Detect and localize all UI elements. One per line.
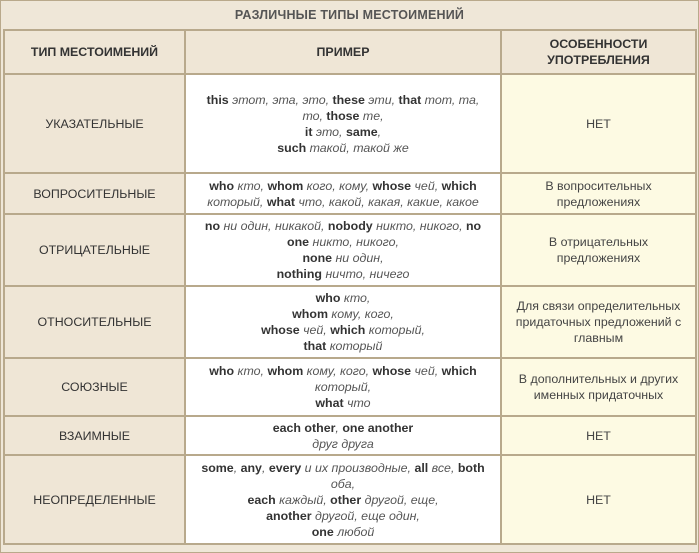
- english-pronoun: whose: [372, 178, 412, 193]
- usage-features-cell: Для связи определительных придаточных предложений с главным: [502, 287, 697, 359]
- english-pronoun: one: [311, 524, 334, 539]
- table-row: [3, 215, 697, 287]
- example-line: [190, 92, 496, 108]
- russian-translation: ни один,: [332, 251, 384, 265]
- table-row: [3, 456, 697, 545]
- english-pronoun: no: [204, 219, 221, 233]
- table-row: [3, 174, 697, 215]
- russian-translation: который: [326, 339, 383, 353]
- russian-translation: такой, такой же: [306, 140, 409, 155]
- example-line: [190, 420, 496, 436]
- example-line: [190, 379, 496, 395]
- english-pronoun: nothing: [276, 267, 322, 281]
- table-title: РАЗЛИЧНЫЕ ТИПЫ МЕСТОИМЕНИЙ: [234, 8, 465, 22]
- english-pronoun: any: [240, 460, 262, 475]
- pronoun-type-cell: ОТРИЦАТЕЛЬНЫЕ: [3, 215, 186, 287]
- english-pronoun: that: [398, 92, 422, 107]
- russian-translation: и их производные,: [301, 460, 415, 475]
- russian-translation: ,: [233, 460, 241, 475]
- english-pronoun: some: [201, 460, 234, 475]
- usage-features-cell: В дополнительных и других именных придаточных: [502, 359, 697, 417]
- example-line: [190, 108, 496, 124]
- usage-features-cell: НЕТ: [502, 456, 697, 545]
- english-pronoun: another: [266, 508, 312, 523]
- english-pronoun: who: [209, 364, 235, 378]
- example-cell: [186, 287, 502, 359]
- example-line: [190, 194, 496, 210]
- russian-translation: этот, эта, это,: [228, 92, 333, 107]
- pronoun-type-cell: ВЗАИМНЫЕ: [3, 417, 186, 456]
- example-cell: [186, 174, 502, 215]
- english-pronoun: it: [304, 124, 313, 139]
- pronoun-type-cell: НЕОПРЕДЕЛЕННЫЕ: [3, 456, 186, 545]
- example-line: [190, 290, 496, 306]
- english-pronoun: whom: [267, 178, 304, 193]
- english-pronoun: what: [315, 396, 344, 410]
- example-line: [190, 338, 496, 354]
- russian-translation: ни один, никакой,: [220, 219, 328, 233]
- russian-translation: те,: [359, 108, 384, 123]
- pronoun-type-cell: УКАЗАТЕЛЬНЫЕ: [3, 75, 186, 174]
- english-pronoun: every: [268, 460, 302, 475]
- example-line: [190, 322, 496, 338]
- russian-translation: чей,: [299, 323, 331, 337]
- header-type: ТИП МЕСТОИМЕНИЙ: [3, 29, 186, 75]
- english-pronoun: those: [326, 108, 360, 123]
- example-line: [190, 234, 496, 250]
- table-row: [3, 359, 697, 417]
- russian-translation: который,: [365, 323, 425, 337]
- russian-translation: все,: [428, 460, 458, 475]
- english-pronoun: whose: [372, 364, 412, 378]
- usage-features-cell: НЕТ: [502, 75, 697, 174]
- russian-translation: кого, кому,: [303, 178, 373, 193]
- russian-translation: кто,: [340, 291, 371, 305]
- example-line: [190, 492, 496, 508]
- english-pronoun: nobody: [327, 219, 373, 233]
- russian-translation: никто, никого,: [309, 235, 399, 249]
- example-line: [190, 436, 496, 452]
- english-pronoun: each other: [272, 420, 336, 435]
- english-pronoun: whom: [267, 364, 304, 378]
- pronoun-type-cell: СОЮЗНЫЕ: [3, 359, 186, 417]
- example-line: [190, 140, 496, 156]
- russian-translation: друг друга: [312, 436, 374, 451]
- english-pronoun: one another: [342, 420, 414, 435]
- russian-translation: оба,: [330, 476, 356, 491]
- russian-translation: кто,: [234, 364, 268, 378]
- english-pronoun: which: [330, 323, 366, 337]
- english-pronoun: that: [303, 339, 327, 353]
- russian-translation: каждый,: [275, 492, 331, 507]
- usage-features-cell: В вопросительных предложениях: [502, 174, 697, 215]
- english-pronoun: what: [266, 194, 296, 209]
- english-pronoun: all: [414, 460, 429, 475]
- pronoun-types-table: [3, 29, 697, 545]
- example-line: [190, 124, 496, 140]
- pronoun-type-cell: ОТНОСИТЕЛЬНЫЕ: [3, 287, 186, 359]
- english-pronoun: each: [247, 492, 276, 507]
- english-pronoun: none: [302, 251, 333, 265]
- english-pronoun: who: [315, 291, 341, 305]
- example-line: [190, 476, 496, 492]
- russian-translation: никто, никого,: [372, 219, 466, 233]
- english-pronoun: these: [332, 92, 365, 107]
- example-line: [190, 363, 496, 379]
- russian-translation: ,: [335, 420, 343, 435]
- russian-translation: чей,: [411, 178, 442, 193]
- pronoun-type-cell: ВОПРОСИТЕЛЬНЫЕ: [3, 174, 186, 215]
- example-line: [190, 250, 496, 266]
- russian-translation: который,: [314, 380, 372, 394]
- english-pronoun: who: [209, 178, 235, 193]
- english-pronoun: whose: [261, 323, 300, 337]
- russian-translation: ,: [261, 460, 269, 475]
- example-cell: [186, 75, 502, 174]
- english-pronoun: which: [441, 178, 477, 193]
- example-line: [190, 395, 496, 411]
- example-cell: [186, 456, 502, 545]
- english-pronoun: no: [465, 219, 482, 233]
- english-pronoun: this: [206, 92, 229, 107]
- example-cell: [186, 417, 502, 456]
- russian-translation: любой: [333, 524, 375, 539]
- table-row: [3, 417, 697, 456]
- english-pronoun: other: [330, 492, 362, 507]
- example-line: [190, 460, 496, 476]
- russian-translation: эти,: [364, 92, 399, 107]
- header-row: [3, 29, 697, 75]
- russian-translation: чей,: [411, 364, 442, 378]
- english-pronoun: whom: [292, 307, 328, 321]
- table-row: [3, 287, 697, 359]
- english-pronoun: such: [277, 140, 307, 155]
- russian-translation: тот, та,: [421, 92, 480, 107]
- russian-translation: другой, еще,: [361, 492, 439, 507]
- english-pronoun: one: [287, 235, 310, 249]
- example-line: [190, 266, 496, 282]
- example-cell: [186, 359, 502, 417]
- example-cell: [186, 215, 502, 287]
- usage-features-cell: НЕТ: [502, 417, 697, 456]
- english-pronoun: same: [345, 124, 378, 139]
- russian-translation: ,: [377, 124, 382, 139]
- russian-translation: что: [343, 396, 371, 410]
- russian-translation: что, какой, какая, какие, какое: [295, 194, 479, 209]
- russian-translation: это,: [312, 124, 346, 139]
- russian-translation: кому, кого,: [327, 307, 394, 321]
- header-example: ПРИМЕР: [186, 29, 502, 75]
- example-line: [190, 218, 496, 234]
- russian-translation: ничто, ничего: [322, 267, 410, 281]
- table-row: [3, 75, 697, 174]
- header-features: ОСОБЕННОСТИ УПОТРЕБЛЕНИЯ: [502, 29, 697, 75]
- russian-translation: который,: [207, 194, 267, 209]
- example-line: [190, 306, 496, 322]
- example-line: [190, 508, 496, 524]
- english-pronoun: both: [457, 460, 485, 475]
- russian-translation: кому, кого,: [303, 364, 373, 378]
- russian-translation: другой, еще один,: [311, 508, 420, 523]
- example-line: [190, 524, 496, 540]
- example-line: [190, 178, 496, 194]
- russian-translation: то,: [302, 108, 327, 123]
- usage-features-cell: В отрицательных предложениях: [502, 215, 697, 287]
- russian-translation: кто,: [234, 178, 268, 193]
- english-pronoun: which: [441, 364, 477, 378]
